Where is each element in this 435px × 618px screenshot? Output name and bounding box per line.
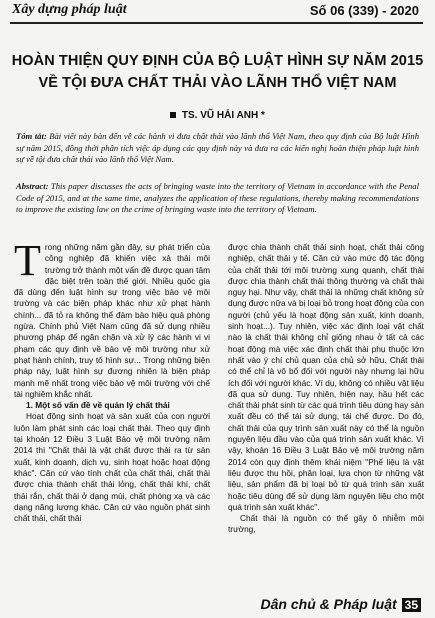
summary-text: Bài viết này bàn đến về các hành vi đưa chất thải vào lãnh thổ Việt Nam, theo quy định của Bộ luật Hình sự năm 2015, đồng thời phân tích việc áp dụng các quy định này và đưa ra các kiến nghị hoàn thiện pháp luật hình sự về tội đưa chất thải vào lãnh thổ Việt Nam. [16,131,419,164]
title-line-1: HOÀN THIỆN QUY ĐỊNH CỦA BỘ LUẬT HÌNH SỰ NĂM 2015 [11,53,424,69]
header-rule [10,22,423,24]
page-number: 35 [402,598,421,612]
square-bullet-icon [170,112,176,118]
abstract-label: Abstract: [16,181,49,191]
author-line [0,110,435,121]
section-heading: 1. Một số vấn đề về quản lý chất thải [26,400,170,411]
body-paragraph: Chất thải là nguồn có thể gây ô nhiễm môi trường, [228,513,424,535]
body-paragraph: Hoạt động sinh hoạt và sản xuất của con người luôn làm phát sinh các loại chất thải. Theo quy định tại khoản 12 Điều 3 Luật Bảo vệ môi trường năm 2014 thì "Chất thải là vật chất được thải ra từ sản xuất, kinh doanh, dịch vụ, sinh hoạt hoặc hoạt động khác". Căn cứ vào tính chất của chất thải, chất thải được chia thành chất thải lỏng, chất thải khí, chất thải rắn, chất thải ở dạng mùi, chất phóng xạ và các dạng năng lượng khác. Căn cứ vào nguồn phát sinh chất thải, chất thải [14,411,210,524]
running-header-issue: Số 06 (339) - 2020 [309,3,419,18]
article-title [10,50,425,94]
summary-label: Tóm tắt: [16,131,47,141]
page-footer [261,596,421,612]
abstract-text: This paper discusses the acts of bringing waste into the territory of Vietnam in accordance with the Penal Code of 2015, and at the same time, analyzes the application of these regulations, thereby making recommendations to improve the existing law on the crime of bringing waste into the territory of Vietnam. [16,181,419,214]
footer-magazine-name: Dân chủ & Pháp luật [260,596,397,612]
body-column-left [14,236,210,524]
body-paragraph: được chia thành chất thải sinh hoạt, chất thải công nghiệp, chất thải y tế. Căn cứ vào mức độ tác động của chất thải tới môi trường xung quanh, chất thải được chia thành chất thải thông thường và chất thải nguy hại. Như vậy, chất thải là những chất không sử dụng được nữa và bị loại bỏ trong hoạt động của con người (chủ yếu là hoạt động sản xuất, kinh doanh, sinh hoạt...). Tuy nhiên, việc xác định loại vật chất nào là chất thải không chỉ giống nhau ở tất cả các hoạt động mà việc xác định chất thải phụ thuộc lớn nhất vào ý chí chủ quan của chủ sở hữu. Chất thải có thể chỉ là vô bổ đối với người này nhưng lại hữu ích đối với người khác. Ví dụ, không có nhiều vật liệu đã qua sử dụng. Tuy nhiên, hiện nay, hầu hết các chất thải phát sinh từ các quá trình tiêu dùng hay sản xuất đều có thể tái sử dụng, tái chế được. Do đó, chất thải của quy trình sản xuất này có thể là nguồn nguyên liệu đầu vào của quá trình sản xuất khác. Vì vậy, khoản 16 Điều 3 Luật Bảo vệ môi trường năm 2014 còn quy định thêm khái niệm "Phế liệu là vật liệu được thu hồi, phân loại, lựa chọn từ những vật liệu, sản phẩm đã bị loại bỏ từ quá trình sản xuất hoặc tiêu dùng để sử dụng làm nguyên liệu cho một quá trình sản xuất khác". [228,242,424,512]
title-line-2: VỀ TỘI ĐƯA CHẤT THẢI VÀO LÃNH THỔ VIỆT NAM [38,75,397,91]
body-column-right [228,242,424,536]
intro-text: rong những năm gần đây, sự phát triển của công nghiệp đã khiến việc xả thải môi trường trở thành một vấn đề được quan tâm đặc biệt trên toàn thế giới. Nhiều quốc gia đã dùng đến luật hình sự trong việc bảo vệ môi trường và các biện pháp khác như xử phạt hành chính... đã tỏ ra không thể đảm bảo hiệu quả phòng ngừa. Chính phủ Việt Nam cũng đã sử dụng nhiều phương pháp để ngăn chặn và xử lý các hành vi vi phạm các quy định về bảo vệ môi trường như xử phạt hành chính, truy tố hình sự... Trong những biện pháp này, luật hình sự đương nhiên là biện pháp mạnh mẽ nhất trong việc bảo vệ môi trường với chế tài nghiêm khắc nhất. [14,242,210,399]
author-name: TS. VŨ HẢI ANH * [181,110,265,121]
drop-cap: T [14,236,41,285]
running-header-journal: Xây dựng pháp luật [12,2,127,17]
abstract-english [16,181,419,216]
intro-paragraph [14,236,210,400]
summary-vietnamese [16,131,419,166]
